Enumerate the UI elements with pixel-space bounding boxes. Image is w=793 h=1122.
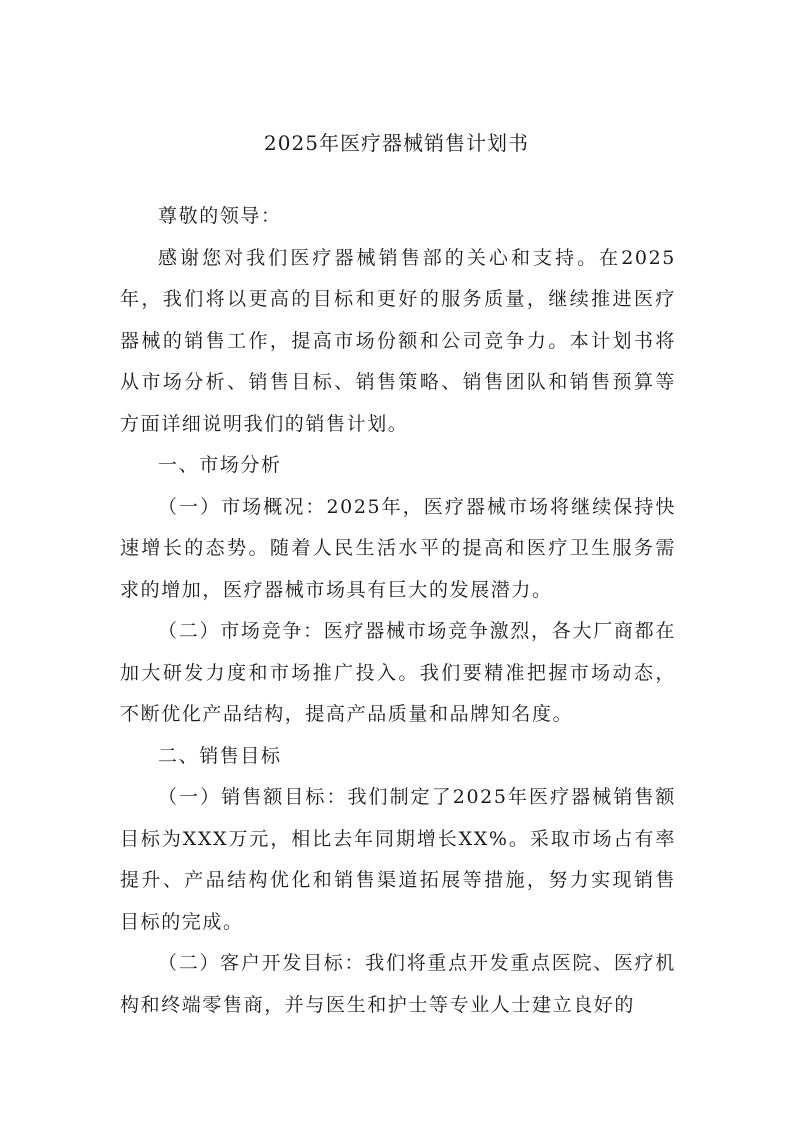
- intro-paragraph: 感谢您对我们医疗器械销售部的关心和支持。在2025年，我们将以更高的目标和更好的服务质量，继续推进医疗器械的销售工作，提高市场份额和公司竞争力。本计划书将从市场分析、销售目标、销售策略、销售团队和销售预算等方面详细说明我们的销售计划。: [120, 246, 676, 435]
- paragraph-customer-development-target: （二）客户开发目标：我们将重点开发重点医院、医疗机构和终端零售商，并与医生和护士等专业人士建立良好的: [120, 952, 676, 1016]
- document-title: 2025年医疗器械销售计划书: [264, 131, 529, 155]
- section-heading-market-analysis: 一、市场分析: [158, 454, 282, 476]
- section-heading-sales-targets: 二、销售目标: [158, 744, 282, 767]
- paragraph-sales-amount-target: （一）销售额目标：我们制定了2025年医疗器械销售额目标为XXX万元，相比去年同期增长XX%。采取市场占有率提升、产品结构优化和销售渠道拓展等措施，努力实现销售目标的完成。: [120, 786, 676, 933]
- salutation: 尊敬的领导：: [158, 205, 282, 227]
- document-body: [120, 196, 676, 1026]
- paragraph-market-competition: （二）市场竞争：医疗器械市场竞争激烈，各大厂商都在加大研发力度和市场推广投入。我们要精准把握市场动态，不断优化产品结构，提高产品质量和品牌知名度。: [120, 620, 676, 725]
- paragraph-market-overview: （一）市场概况：2025年，医疗器械市场将继续保持快速增长的态势。随着人民生活水平的提高和医疗卫生服务需求的增加，医疗器械市场具有巨大的发展潜力。: [120, 495, 676, 601]
